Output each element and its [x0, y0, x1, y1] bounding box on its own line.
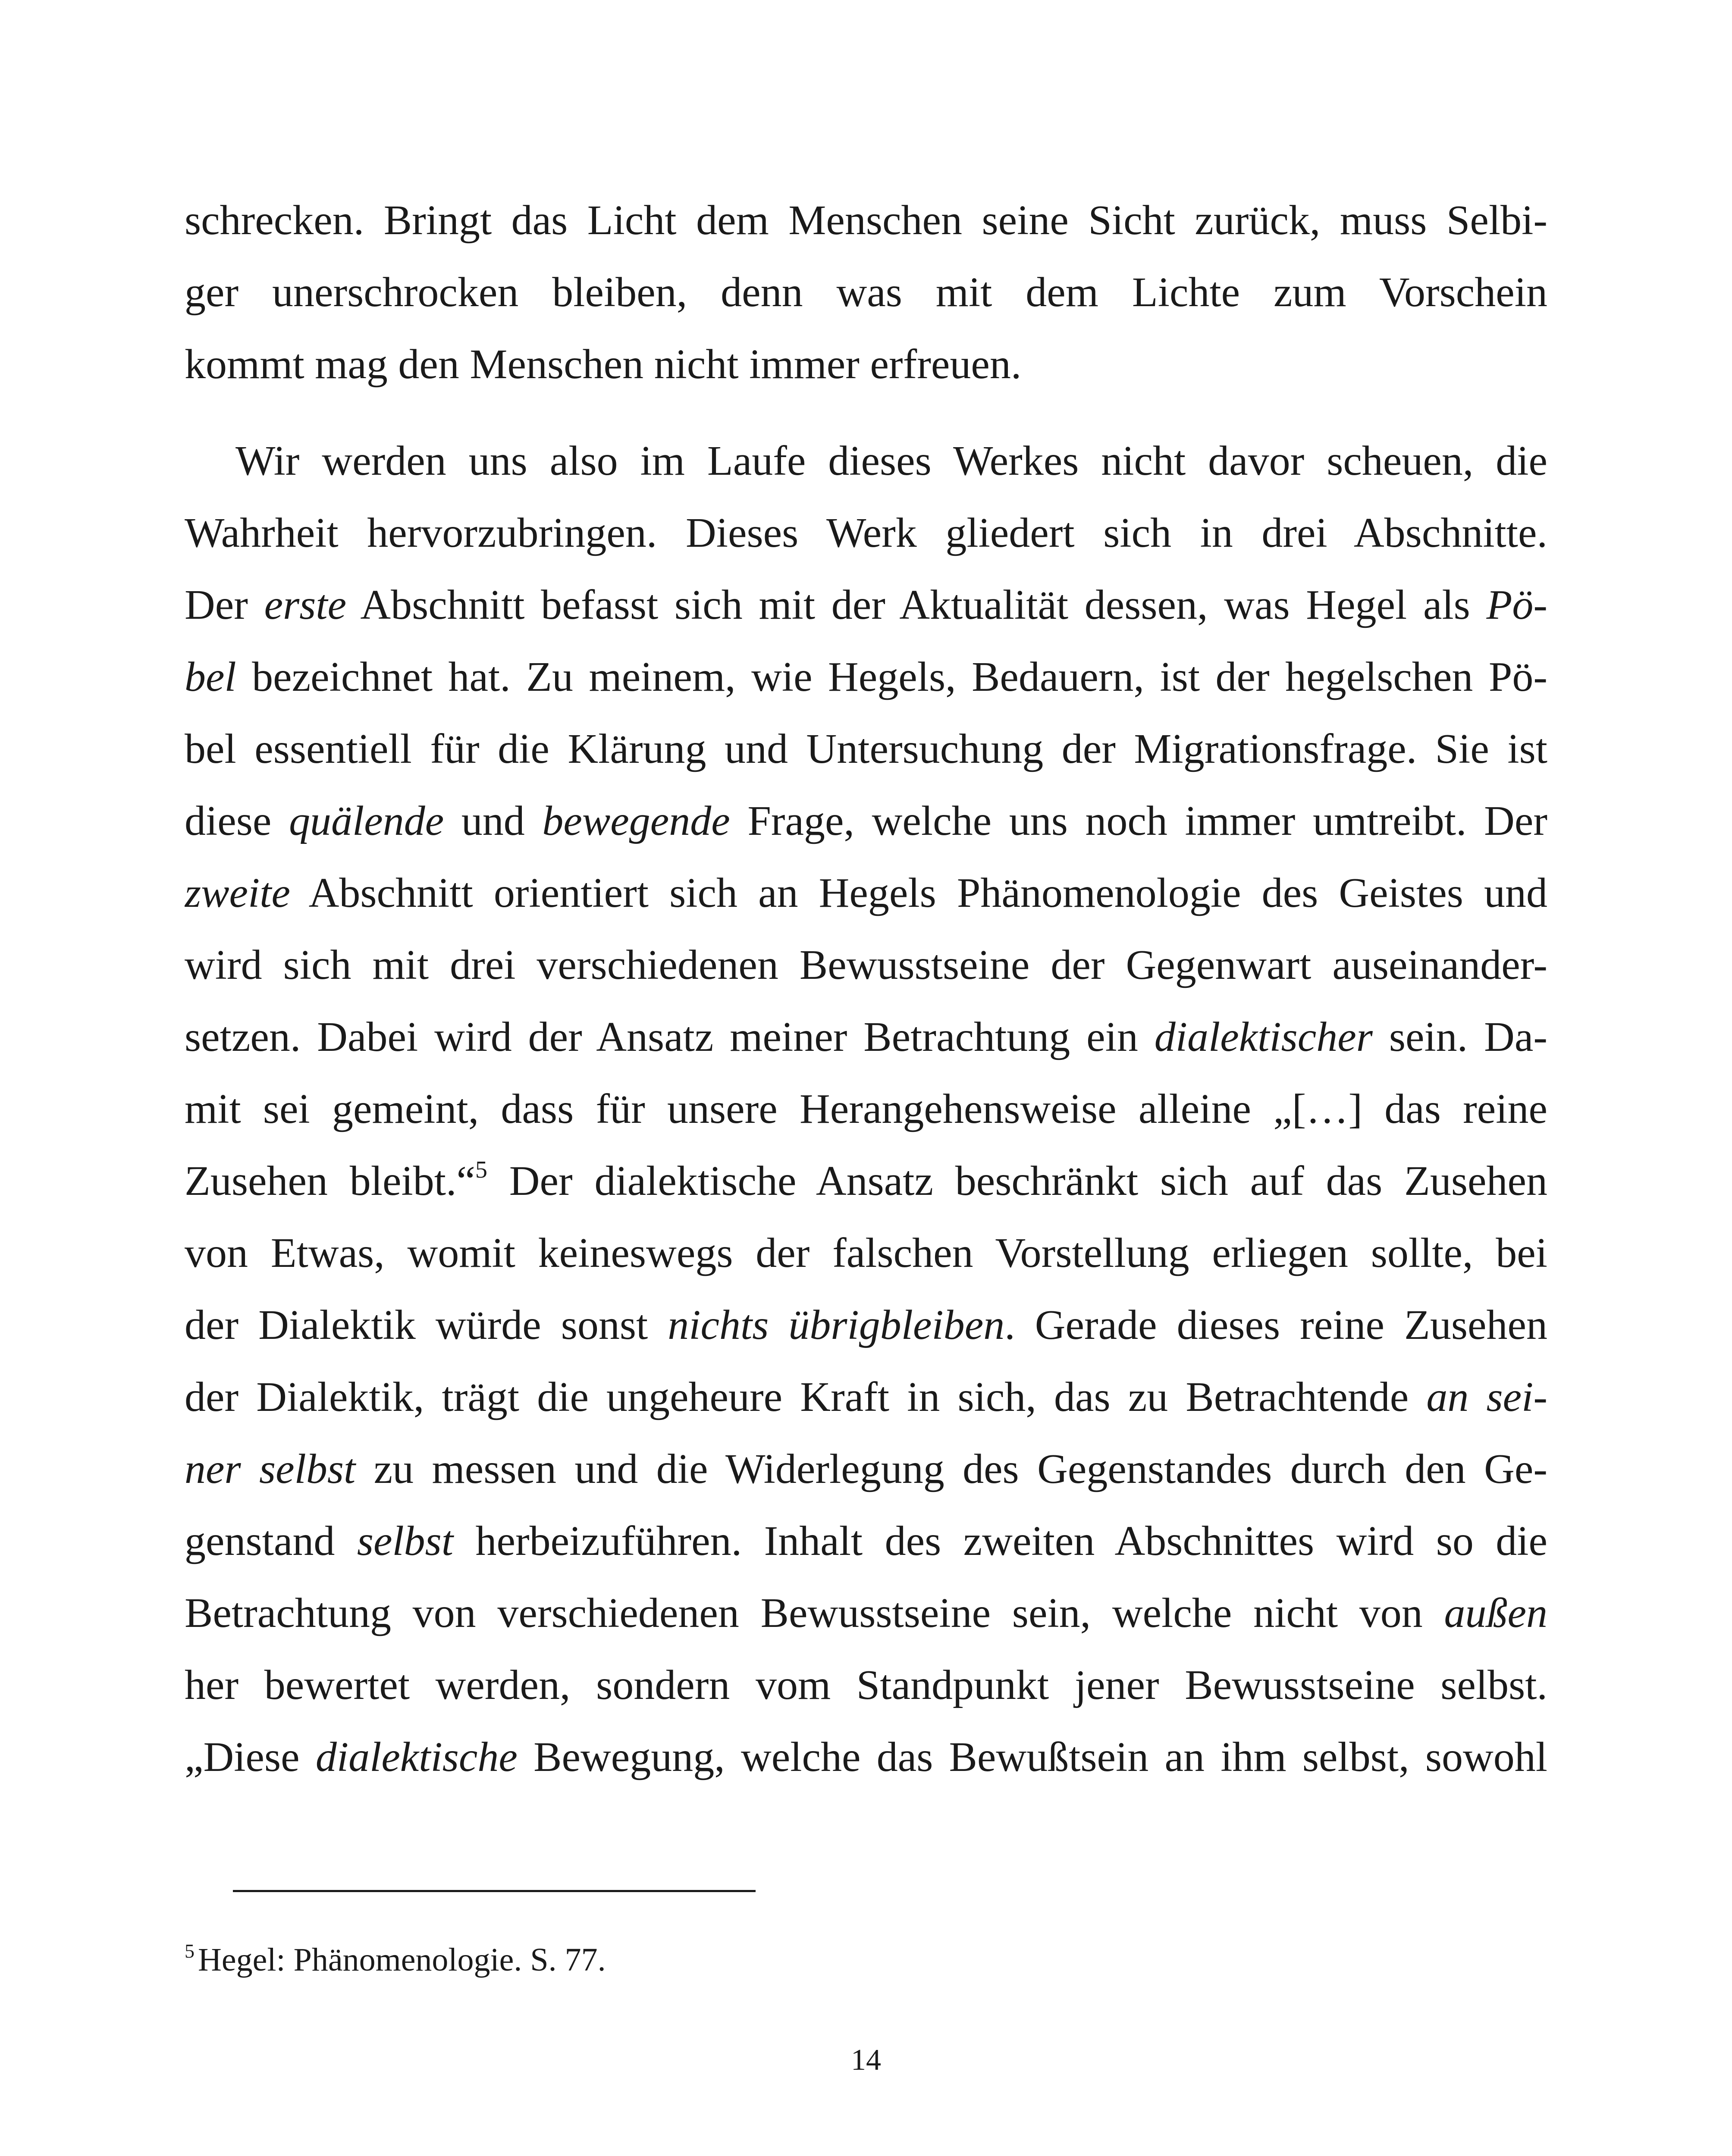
emphasis: bel [185, 654, 236, 700]
text-line: Wahrheit hervorzubringen. Dieses Werk gliedert sich in drei Abschnitte. [185, 510, 1547, 556]
text-line: setzen. Dabei wird der Ansatz meiner Betrachtung ein dialektischer sein. Da- [185, 1014, 1547, 1060]
text-line: bel bezeichnet hat. Zu meinem, wie Hegels, Bedauern, ist der hegelschen Pö- [185, 654, 1547, 700]
text-line: Wir werden uns also im Laufe dieses Werkes nicht davor scheuen, die [235, 438, 1547, 484]
text-line: ger unerschrocken bleiben, denn was mit dem Lichte zum Vorschein [185, 269, 1547, 316]
body-text [185, 185, 1547, 1793]
text-line: zweite Abschnitt orientiert sich an Hegels Phänomenologie des Geistes und [185, 870, 1547, 916]
text-line: diese quälende und bewegende Frage, welche uns noch immer umtreibt. Der [185, 798, 1547, 844]
emphasis: an sei- [1426, 1374, 1547, 1420]
page-number: 14 [851, 2043, 881, 2077]
paragraph [185, 185, 1547, 401]
text-line: „Diese dialektische Bewegung, welche das Bewußtsein an ihm selbst, sowohl [185, 1734, 1547, 1780]
emphasis: bewegende [542, 798, 730, 844]
emphasis: außen [1444, 1590, 1547, 1636]
footnote-divider [233, 1890, 756, 1892]
emphasis: dialektische [315, 1734, 518, 1780]
emphasis: nichts übrigbleiben [668, 1302, 1005, 1348]
emphasis: dialektischer [1154, 1014, 1373, 1060]
text-line: ner selbst zu messen und die Widerlegung des Gegenstandes durch den Ge- [185, 1446, 1547, 1492]
emphasis: zweite [185, 870, 290, 916]
text-line: Der erste Abschnitt befasst sich mit der Aktualität dessen, was Hegel als Pö- [185, 582, 1547, 628]
emphasis: selbst [357, 1518, 454, 1564]
text-line: wird sich mit drei verschiedenen Bewusstseine der Gegenwart auseinander- [185, 942, 1547, 988]
text-line: genstand selbst herbeizuführen. Inhalt des zweiten Abschnittes wird so die [185, 1518, 1547, 1564]
emphasis: Pö- [1486, 582, 1547, 628]
emphasis: ner selbst [185, 1446, 356, 1492]
footnote-reference[interactable]: 5 [475, 1156, 487, 1183]
text-line: kommt mag den Menschen nicht immer erfreuen. [185, 341, 1022, 388]
footnote-number: 5 [185, 1940, 195, 1962]
text-line: bel essentiell für die Klärung und Untersuchung der Migrationsfrage. Sie ist [185, 726, 1547, 772]
text-line: schrecken. Bringt das Licht dem Menschen seine Sicht zurück, muss Selbi- [185, 197, 1547, 244]
text-line: Zusehen bleibt.“$^5$ Der dialektische Ansatz beschränkt sich auf das Zusehen [185, 1156, 1547, 1204]
text-line: her bewertet werden, sondern vom Standpunkt jener Bewusstseine selbst. [185, 1662, 1547, 1708]
paragraph [185, 425, 1547, 1793]
text-line: Betrachtung von verschiedenen Bewusstseine sein, welche nicht von außen [185, 1590, 1547, 1636]
emphasis: quälende [289, 798, 444, 844]
footnote-text: Hegel: Phänomenologie. S. 77. [198, 1942, 606, 1978]
footnote [185, 1936, 1547, 1984]
text-line: mit sei gemeint, dass für unsere Herangehensweise alleine „[…] das reine [185, 1086, 1547, 1132]
text-line: von Etwas, womit keineswegs der falschen Vorstellung erliegen sollte, bei [185, 1230, 1547, 1276]
text-line: der Dialektik, trägt die ungeheure Kraft in sich, das zu Betrachtende an sei- [185, 1374, 1547, 1420]
emphasis: erste [264, 582, 347, 628]
text-line: der Dialektik würde sonst nichts übrigbleiben. Gerade dieses reine Zusehen [185, 1302, 1547, 1348]
